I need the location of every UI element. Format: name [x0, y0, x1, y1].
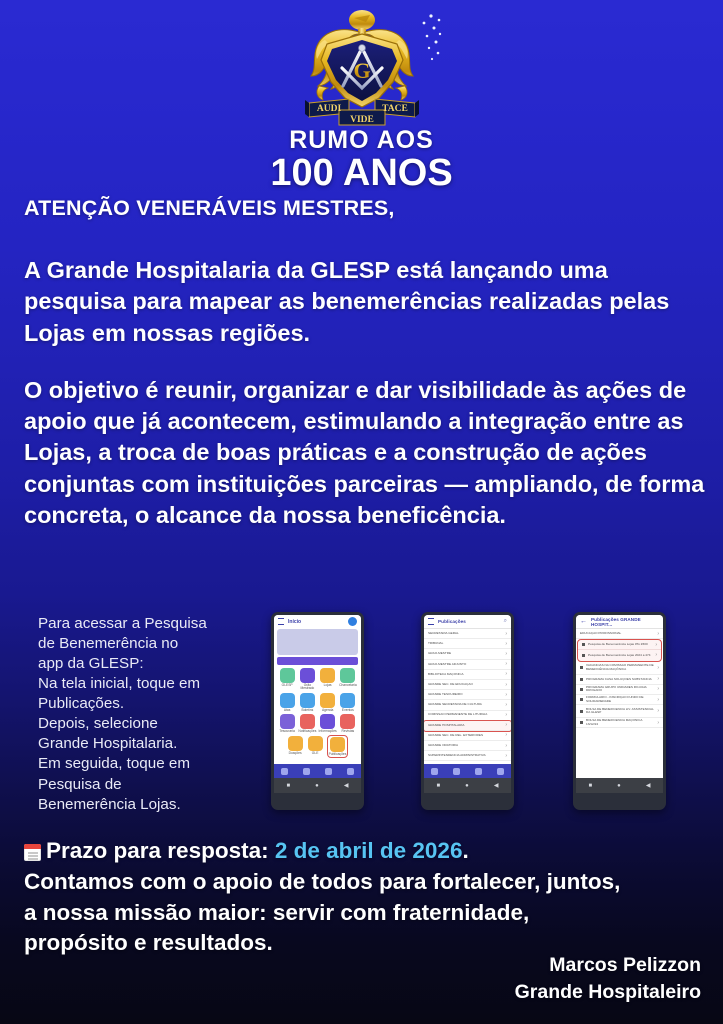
- app-tile-label: GLE: [311, 751, 319, 756]
- tab-icon[interactable]: [453, 768, 460, 775]
- list-item-label: FORMULÁRIO - INSCRIÇÃO FUNDO DE SOLIDARIEDADE: [586, 696, 644, 703]
- hamburger-menu-icon[interactable]: [428, 618, 434, 625]
- list-item-label: PROGRAMA GRUPO UNIDADES RO-RAIA DROGADO: [586, 686, 647, 693]
- list-item-pesquisa-benemerencia[interactable]: [578, 650, 661, 660]
- nav-home-icon[interactable]: ●: [315, 782, 319, 789]
- list-item-label: SECRETARIA GERAL: [428, 631, 459, 635]
- app-tile[interactable]: [339, 714, 357, 733]
- phone3-list: [576, 629, 663, 728]
- stars-decoration-icon: [393, 10, 443, 68]
- chevron-right-icon: ›: [505, 650, 507, 657]
- app-tile-label: Eventos: [341, 707, 354, 712]
- nav-back-icon[interactable]: ◀: [343, 783, 349, 789]
- list-item-grande-hospitalaria-highlighted[interactable]: [424, 721, 511, 731]
- tab-icon[interactable]: [497, 768, 504, 775]
- app-tile-label: Doações: [288, 751, 302, 756]
- phone-mockups: [268, 612, 708, 812]
- chevron-right-icon: ›: [505, 742, 507, 749]
- phone-mockup-home: [271, 612, 364, 810]
- tab-icon[interactable]: [281, 768, 288, 775]
- document-icon: [580, 678, 583, 681]
- app-tile-label: Revistas: [341, 728, 355, 733]
- app-tile[interactable]: [278, 693, 296, 712]
- document-icon: [580, 666, 583, 669]
- glesp-crest-logo: [287, 6, 437, 131]
- list-item[interactable]: [576, 629, 663, 639]
- list-item-label: SUPERINTENDÊNCIA ADMINISTRATIVA: [428, 754, 486, 758]
- app-tile-label: Agenda: [321, 707, 334, 712]
- main-copy: [24, 196, 705, 557]
- phone1-system-nav[interactable]: [274, 778, 361, 793]
- phone-mockup-grande-hospitalaria: [573, 612, 666, 810]
- hamburger-menu-icon[interactable]: [278, 618, 284, 625]
- document-icon: [580, 688, 583, 691]
- footer-line-3: a nossa missão maior: servir com fraternidade,: [24, 899, 530, 925]
- app-tile-label: Grão Mestrado: [300, 683, 315, 691]
- headline-kicker: ATENÇÃO VENERÁVEIS MESTRES,: [24, 196, 395, 220]
- app-tile[interactable]: [339, 693, 357, 712]
- phone3-system-nav[interactable]: [576, 778, 663, 793]
- app-tile-label: GLESP: [281, 683, 293, 687]
- chevron-right-icon: ›: [657, 664, 659, 671]
- list-item[interactable]: [424, 751, 511, 761]
- howto-line: Grande Hospitalaria.: [38, 735, 178, 753]
- nav-recents-icon[interactable]: ■: [588, 782, 593, 789]
- nav-recents-icon[interactable]: ■: [436, 782, 441, 789]
- nav-home-icon[interactable]: ●: [617, 782, 621, 789]
- brand-tagline: [0, 128, 723, 192]
- document-icon: [580, 698, 583, 701]
- chevron-right-icon: ›: [657, 676, 659, 683]
- app-tile[interactable]: [278, 714, 296, 733]
- nav-back-icon[interactable]: ◀: [645, 783, 651, 789]
- brand-line1: RUMO AOS: [289, 126, 434, 154]
- app-tile[interactable]: [308, 736, 323, 757]
- list-item[interactable]: [576, 662, 663, 675]
- list-item-label: TRIBUNAL: [428, 642, 444, 646]
- app-tile-label: Tesouraria: [279, 728, 295, 733]
- list-item-label: COMISSÃO PERMANENTE DE LITURGIA: [428, 713, 488, 717]
- list-item-label: GRANDE TESOUREIRO: [428, 693, 463, 697]
- avatar[interactable]: [348, 617, 357, 626]
- list-item-label: Pesquisa de Benemerência Lojas #To #300: [588, 643, 648, 647]
- calendar-icon: [24, 844, 41, 861]
- chevron-right-icon: ›: [657, 708, 659, 715]
- tab-icon[interactable]: [325, 768, 332, 775]
- app-tile-icon: [340, 693, 355, 708]
- banner-center-text: VIDE: [349, 115, 374, 125]
- footer-line-4: propósito e resultados.: [24, 930, 273, 956]
- phone1-promo-strip[interactable]: [277, 657, 358, 665]
- phone1-app-grid-last-row: [274, 733, 361, 757]
- tab-icon[interactable]: [431, 768, 438, 775]
- howto-line: Publicações.: [38, 695, 125, 713]
- list-item-label: EDUCAÇÃO PROFISSIONAL: [580, 631, 622, 635]
- app-tile-label: Chancelaria: [339, 683, 357, 687]
- document-icon: [580, 710, 583, 713]
- howto-line: Para acessar a Pesquisa: [38, 615, 207, 632]
- chevron-right-icon: ›: [657, 686, 659, 693]
- app-tile-label: Boletins: [301, 707, 314, 712]
- phone3-appbar: [576, 615, 663, 629]
- phone2-title: Publicações: [438, 619, 466, 624]
- chevron-right-icon: ›: [505, 640, 507, 647]
- footer-line-2: Contamos com o apoio de todos para fortalecer, juntos,: [24, 868, 621, 894]
- list-item-pesquisa-benemerencia[interactable]: [578, 640, 661, 650]
- list-item[interactable]: [576, 685, 663, 695]
- phone2-screen: [424, 615, 511, 793]
- app-tile-label: Informações: [318, 728, 337, 733]
- signature-name: Marcos Pelizzon: [549, 954, 701, 976]
- document-icon: [582, 643, 585, 646]
- list-item-label: Pesquisa de Benemerência Lojas 2024 a 474: [588, 653, 651, 657]
- app-tile-icon: [320, 693, 335, 708]
- app-tile[interactable]: [319, 714, 337, 733]
- app-tile-icon: [308, 736, 323, 751]
- app-tile-icon: [340, 714, 355, 729]
- app-tile-icon: [320, 714, 335, 729]
- list-item-label: GRANDE SEC. DE EDUCAÇÃO: [428, 682, 473, 686]
- highlighted-pesquisa-group[interactable]: [578, 640, 661, 660]
- deadline-date: 2 de abril de 2026: [274, 838, 463, 863]
- nav-recents-icon[interactable]: ■: [286, 782, 291, 789]
- deadline-label: Prazo para resposta:: [46, 838, 269, 863]
- back-arrow-icon[interactable]: ←: [580, 618, 587, 625]
- list-item[interactable]: [424, 690, 511, 700]
- app-tile-icon: [300, 668, 315, 683]
- deadline-period: .: [462, 838, 469, 863]
- chevron-right-icon: ›: [655, 641, 657, 648]
- chevron-right-icon: ›: [505, 722, 507, 729]
- howto-line: de Benemerência no: [38, 635, 179, 653]
- chevron-right-icon: ›: [505, 701, 507, 708]
- app-tile-label: Publicações: [328, 752, 347, 757]
- list-item[interactable]: [576, 718, 663, 728]
- list-item-label: GRANDE SEC. DE REL. EXTERIORES: [428, 733, 484, 737]
- howto-line: app da GLESP:: [38, 655, 144, 673]
- list-item-label: BIBLIOTECA MAÇÔNICA: [428, 672, 464, 676]
- chevron-right-icon: ›: [505, 630, 507, 637]
- chevron-right-icon: ›: [657, 696, 659, 703]
- nav-back-icon[interactable]: ◀: [493, 783, 499, 789]
- app-tile[interactable]: [339, 668, 357, 691]
- deadline-line: [24, 836, 705, 867]
- search-icon[interactable]: ⌕: [503, 618, 507, 624]
- paragraph-2: O objetivo é reunir, organizar e dar visibilidade às ações de apoio que já acontecem, estimulando a integração entre as Lojas, a troca de boas práticas e a construção de ações conjuntas com instituições parceiras — ampliando, de forma concreta, o alcance da nossa beneficência.: [24, 376, 705, 528]
- howto-line: Benemerência Lojas.: [38, 795, 181, 813]
- tab-icon[interactable]: [303, 768, 310, 775]
- emblem-header: [0, 6, 723, 136]
- chevron-right-icon: ›: [505, 681, 507, 688]
- list-item[interactable]: [576, 675, 663, 685]
- howto-line: Pesquisa de: [38, 775, 122, 793]
- chevron-right-icon: ›: [505, 712, 507, 719]
- app-tile[interactable]: [298, 668, 316, 691]
- list-item[interactable]: [424, 680, 511, 690]
- phone1-appbar: [274, 615, 361, 628]
- tab-icon[interactable]: [347, 768, 354, 775]
- list-item-label: GRANDE ORATÓRIA: [428, 744, 459, 748]
- list-item[interactable]: [424, 639, 511, 649]
- list-item-label: BOLSA DE BENEFICÊNCIA LIV. ASSISTENCIAL DA GLESP: [586, 707, 654, 715]
- list-item[interactable]: [424, 711, 511, 721]
- footer-copy: [24, 836, 705, 959]
- list-item-label: PROGRAMA CASA SOLUÇÕES SUBSTÂNCIA: [586, 677, 652, 681]
- list-item-label: GRÃO-MESTRE ADJUNTO: [428, 662, 467, 666]
- tab-icon[interactable]: [475, 768, 482, 775]
- howto-instructions: [38, 614, 248, 815]
- signature-title: Grande Hospitaleiro: [514, 980, 701, 1003]
- app-tile-icon: [320, 668, 335, 683]
- chevron-right-icon: ›: [505, 661, 507, 668]
- list-item-label: VACÂNCIAS NA COMISSÃO PERMANENTE DE BENEFICÊNCIA MAÇÔNICA: [586, 664, 654, 671]
- phone2-tabbar[interactable]: [424, 764, 511, 778]
- app-tile-icon: [300, 693, 315, 708]
- phone2-system-nav[interactable]: [424, 778, 511, 793]
- list-item-label: GRANDE HOSPITALARIA: [428, 723, 465, 727]
- signature-block: [515, 952, 701, 1006]
- list-item-label: GRANDE SECRETARIA DE CULTURA: [428, 703, 482, 707]
- chevron-right-icon: ›: [505, 691, 507, 698]
- chevron-right-icon: ›: [655, 652, 657, 659]
- app-tile-icon: [340, 668, 355, 683]
- list-item-label: GRÃO-MESTRE: [428, 652, 452, 656]
- banner-left-text: AUDI: [316, 104, 341, 114]
- chevron-right-icon: ›: [505, 671, 507, 678]
- list-item[interactable]: [576, 705, 663, 718]
- paragraph-1: A Grande Hospitalaria da GLESP está lançando uma pesquisa para mapear as benemerências realizadas pelas Lojas em nossas regiões.: [24, 257, 670, 346]
- app-tile-icon: [280, 668, 295, 683]
- document-icon: [582, 654, 585, 657]
- app-tile-icon: [300, 714, 315, 729]
- list-item[interactable]: [424, 741, 511, 751]
- document-icon: [580, 721, 583, 724]
- howto-line: Em seguida, toque em: [38, 755, 190, 773]
- list-item[interactable]: [424, 629, 511, 639]
- list-item[interactable]: [424, 660, 511, 670]
- list-item[interactable]: [424, 700, 511, 710]
- app-tile[interactable]: [278, 668, 296, 691]
- banner-right-text: TACE: [381, 104, 408, 114]
- chevron-right-icon: ›: [505, 752, 507, 759]
- app-tile[interactable]: [298, 714, 316, 733]
- phone2-list: [424, 629, 511, 761]
- nav-home-icon[interactable]: ●: [465, 782, 469, 789]
- chevron-right-icon: ›: [657, 719, 659, 726]
- phone1-banner-image: [277, 629, 358, 655]
- list-item[interactable]: [424, 731, 511, 741]
- chevron-right-icon: ›: [657, 630, 659, 637]
- list-item[interactable]: [576, 695, 663, 705]
- app-tile-icon: [280, 714, 295, 729]
- app-tile-publicacoes-highlighted[interactable]: [328, 736, 348, 757]
- app-tile[interactable]: [288, 736, 303, 757]
- phone1-tabbar[interactable]: [274, 764, 361, 778]
- list-item[interactable]: [424, 649, 511, 659]
- app-tile[interactable]: [319, 668, 337, 691]
- phone3-screen: [576, 615, 663, 793]
- howto-line: Depois, selecione: [38, 715, 158, 733]
- app-tile[interactable]: [319, 693, 337, 712]
- list-item[interactable]: [424, 670, 511, 680]
- app-tile-label: Lojas: [323, 683, 332, 687]
- phone1-screen: [274, 615, 361, 793]
- brand-line2: 100 ANOS: [270, 152, 453, 194]
- phone2-appbar: [424, 615, 511, 629]
- phone1-title: Início: [288, 618, 302, 625]
- app-tile[interactable]: [298, 693, 316, 712]
- phone3-title: Publicações GRANDE HOSPIT...: [591, 616, 641, 627]
- app-tile-icon: [330, 737, 345, 752]
- howto-line: Na tela inicial, toque em: [38, 675, 201, 693]
- chevron-right-icon: ›: [505, 732, 507, 739]
- app-tile-icon: [280, 693, 295, 708]
- app-tile-label: Notificações: [298, 728, 317, 733]
- app-tile-icon: [288, 736, 303, 751]
- list-item-label: BOLSA DE BENEFICÊNCIA MAÇÔNICA 13/12/24: [586, 719, 643, 726]
- app-tile-label: Atas: [283, 707, 291, 712]
- phone-mockup-publicacoes: [421, 612, 514, 810]
- phone1-app-grid: [274, 668, 361, 733]
- svg-text:G: G: [352, 58, 371, 83]
